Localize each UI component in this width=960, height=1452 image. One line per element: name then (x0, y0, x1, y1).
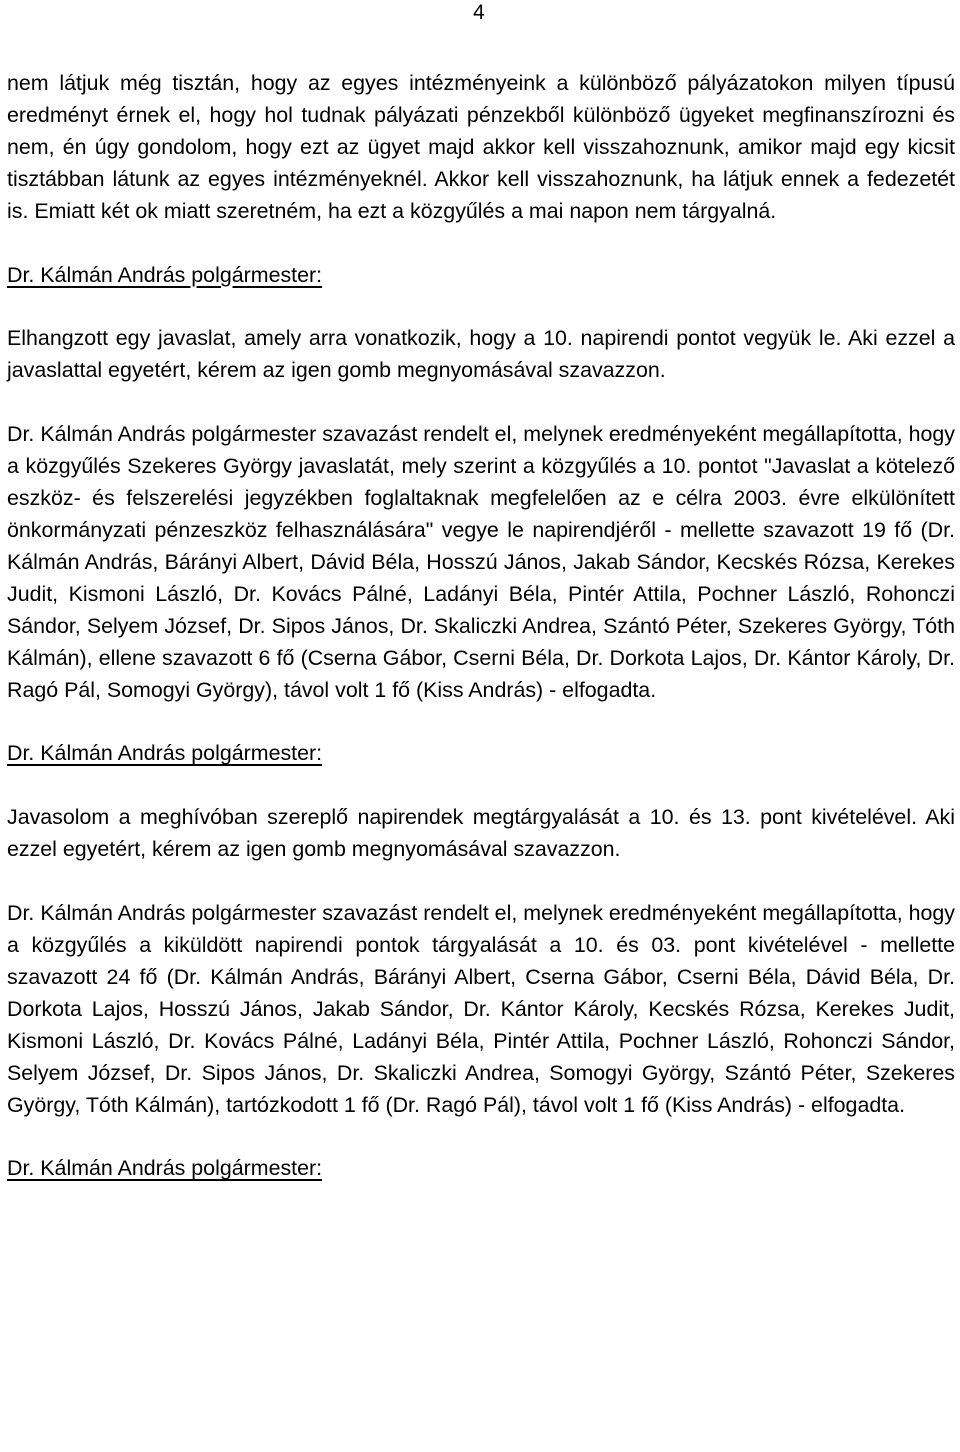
speaker-heading: Dr. Kálmán András polgármester: (7, 741, 323, 766)
speaker-heading: Dr. Kálmán András polgármester: (7, 262, 323, 287)
spacer (7, 706, 955, 738)
paragraph: Dr. Kálmán András polgármester szavazást rendelt el, melynek eredményeként megállapította, hogy a közgyűlés Szekeres György javaslatát, mely szerint a közgyűlés a 10. pontot "Javaslat a kötelező eszköz- és felszerelési jegyzékben foglaltaknak megfelelően az e célra 2003. évre elkülönített önkormányzati pénzeszköz felhasználására" vegye le napirendjéről - mellette szavazott 19 fő (Dr. Kálmán András, Bárányi Albert, Dávid Béla, Hosszú János, Jakab Sándor, Kecskés Rózsa, Kerekes Judit, Kismoni László, Dr. Kovács Pálné, Ladányi Béla, Pintér Attila, Pochner László, Rohonczi Sándor, Selyem József, Dr. Sipos János, Dr. Skaliczki Andrea, Szántó Péter, Szekeres György, Tóth Kálmán), ellene szavazott 6 fő (Cserna Gábor, Cserni Béla, Dr. Dorkota Lajos, Dr. Kántor Károly, Dr. Ragó Pál, Somogyi György), távol volt 1 fő (Kiss András) - elfogadta. (7, 422, 955, 702)
document-body (7, 68, 955, 1185)
paragraph: Elhangzott egy javaslat, amely arra vonatkozik, hogy a 10. napirendi pontot vegyük le. Aki ezzel a javaslattal egyetért, kérem az igen gomb megnyomásával szavazzon. (7, 326, 955, 383)
spacer (7, 1121, 955, 1153)
spacer (7, 291, 955, 323)
spacer (7, 866, 955, 898)
speaker-heading: Dr. Kálmán András polgármester: (7, 1156, 323, 1181)
paragraph: nem látjuk még tisztán, hogy az egyes intézményeink a különböző pályázatokon milyen típusú eredményt érnek el, hogy hol tudnak pályázati pénzekből különböző ügyeket megfinanszírozni és nem, én úgy gondolom, hogy ezt az ügyet majd akkor kell visszahoznunk, amikor majd egy kicsit tisztábban látunk az egyes intézményeknél. Akkor kell visszahoznunk, ha látjuk ennek a fedezetét is. Emiatt két ok miatt szeretném, ha ezt a közgyűlés a mai napon nem tárgyalná. (7, 71, 955, 223)
spacer (7, 387, 955, 419)
spacer (7, 228, 955, 260)
paragraph: Dr. Kálmán András polgármester szavazást rendelt el, melynek eredményeként megállapította, hogy a közgyűlés a kiküldött napirendi pontok tárgyalását a 10. és 03. pont kivételével - mellette szavazott 24 fő (Dr. Kálmán András, Bárányi Albert, Cserna Gábor, Cserni Béla, Dávid Béla, Dr. Dorkota Lajos, Hosszú János, Jakab Sándor, Dr. Kántor Károly, Kecskés Rózsa, Kerekes Judit, Kismoni László, Dr. Kovács Pálné, Ladányi Béla, Pintér Attila, Pochner László, Rohonczi Sándor, Selyem József, Dr. Sipos János, Dr. Skaliczki Andrea, Somogyi György, Szántó Péter, Szekeres György, Tóth Kálmán), tartózkodott 1 fő (Dr. Ragó Pál), távol volt 1 fő (Kiss András) - elfogadta. (7, 901, 955, 1117)
spacer (7, 770, 955, 802)
paragraph: Javasolom a meghívóban szereplő napirendek megtárgyalását a 10. és 13. pont kivételével. Aki ezzel egyetért, kérem az igen gomb megnyomásával szavazzon. (7, 805, 955, 862)
page-number: 4 (473, 1, 485, 24)
